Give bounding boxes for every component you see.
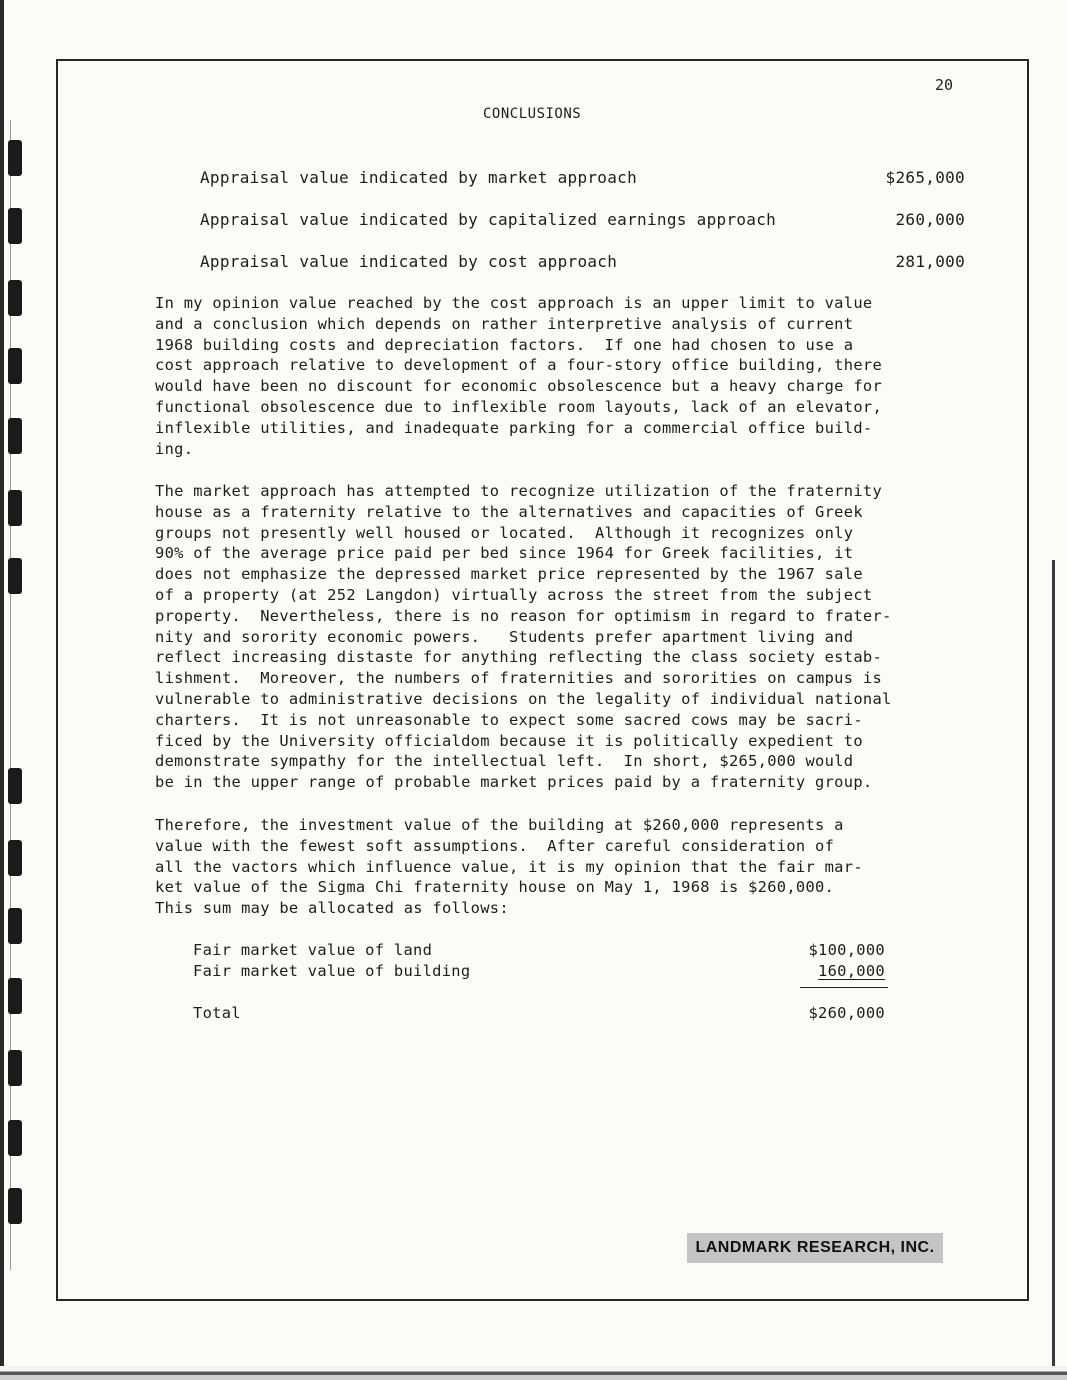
appraisal-label: Appraisal value indicated by cost approach <box>200 252 618 271</box>
allocation-amount: 160,000 <box>818 962 885 980</box>
binder-hole <box>8 280 22 316</box>
allocation-total-row <box>193 1004 885 1025</box>
text-line: This sum may be allocated as follows: <box>155 899 509 918</box>
paragraph-market-approach <box>155 481 965 793</box>
binder-hole <box>8 1050 22 1086</box>
binder-hole <box>8 840 22 876</box>
text-line: house as a fraternity relative to the alternatives and capacities of Greek <box>155 502 863 521</box>
page-edge-bottom <box>0 1366 1067 1380</box>
text-line: inflexible utilities, and inadequate parking for a commercial office build- <box>155 418 873 437</box>
appraisal-label: Appraisal value indicated by market approach <box>200 168 638 187</box>
appraisal-row <box>200 210 965 232</box>
text-line: groups not presently well housed or located. Although it recognizes only <box>155 523 854 542</box>
allocation-row <box>193 941 885 962</box>
text-line: 90% of the average price paid per bed since 1964 for Greek facilities, it <box>155 544 854 563</box>
appraisal-row <box>200 168 965 190</box>
text-line: ing. <box>155 439 194 458</box>
text-line: vulnerable to administrative decisions on the legality of individual national <box>155 689 892 708</box>
text-line: of a property (at 252 Langdon) virtually across the street from the subject <box>155 585 873 604</box>
binder-hole <box>8 768 22 804</box>
text-line: and a conclusion which depends on rather interpretive analysis of current <box>155 314 854 333</box>
binder-hole <box>8 348 22 384</box>
appraisal-row <box>200 252 965 274</box>
text-line: nity and sorority economic powers. Students prefer apartment living and <box>155 627 854 646</box>
text-line: value with the fewest soft assumptions. After careful consideration of <box>155 836 835 855</box>
page-edge-right <box>1052 560 1055 1380</box>
appraisal-amount: $265,000 <box>885 168 965 187</box>
paragraph-conclusion <box>155 815 965 919</box>
binder-hole <box>8 418 22 454</box>
total-amount: $260,000 <box>808 1004 885 1022</box>
binder-hole <box>8 1188 22 1224</box>
text-line: property. Nevertheless, there is no reason for optimism in regard to frater- <box>155 606 892 625</box>
total-rule <box>800 987 888 988</box>
appraisal-amount: 281,000 <box>895 252 965 271</box>
text-line: functional obsolescence due to inflexible room layouts, lack of an elevator, <box>155 397 883 416</box>
text-line: ficed by the University officialdom because it is politically expedient to <box>155 731 863 750</box>
appraisal-amount: 260,000 <box>895 210 965 229</box>
text-line: does not emphasize the depressed market price represented by the 1967 sale <box>155 565 863 584</box>
allocation-row <box>193 962 885 983</box>
text-line: ket value of the Sigma Chi fraternity house on May 1, 1968 is $260,000. <box>155 878 835 897</box>
binder-hole <box>8 490 22 526</box>
binder-hole <box>8 558 22 594</box>
text-line: would have been no discount for economic obsolescence but a heavy charge for <box>155 377 883 396</box>
page-number: 20 <box>935 76 954 94</box>
binder-hole <box>8 978 22 1014</box>
binding-edge <box>0 0 4 1380</box>
binder-hole <box>8 1120 22 1156</box>
allocation-label: Fair market value of land <box>193 941 433 959</box>
text-line: charters. It is not unreasonable to expect some sacred cows may be sacri- <box>155 710 863 729</box>
allocation-amount: $100,000 <box>808 941 885 959</box>
binder-hole <box>8 908 22 944</box>
binder-hole <box>8 140 22 176</box>
section-heading: CONCLUSIONS <box>483 106 582 122</box>
text-line: 1968 building costs and depreciation factors. If one had chosen to use a <box>155 335 854 354</box>
text-line: The market approach has attempted to recognize utilization of the fraternity <box>155 482 883 500</box>
company-label: LANDMARK RESEARCH, INC. <box>687 1233 943 1263</box>
text-line: demonstrate sympathy for the intellectual left. In short, $265,000 would <box>155 752 854 771</box>
text-line: all the vactors which influence value, it is my opinion that the fair mar- <box>155 857 863 876</box>
appraisal-label: Appraisal value indicated by capitalized earnings approach <box>200 210 777 229</box>
total-label: Total <box>193 1004 241 1022</box>
paragraph-cost-approach <box>155 293 965 459</box>
text-line: cost approach relative to development of a four-story office building, there <box>155 356 883 375</box>
text-line: In my opinion value reached by the cost approach is an upper limit to value <box>155 294 873 312</box>
text-line: Therefore, the investment value of the building at $260,000 represents a <box>155 816 844 834</box>
text-line: lishment. Moreover, the numbers of fraternities and sororities on campus is <box>155 669 883 688</box>
allocation-label: Fair market value of building <box>193 962 471 980</box>
binder-hole <box>8 208 22 244</box>
text-line: reflect increasing distaste for anything reflecting the class society estab- <box>155 648 883 667</box>
text-line: be in the upper range of probable market prices paid by a fraternity group. <box>155 773 873 792</box>
